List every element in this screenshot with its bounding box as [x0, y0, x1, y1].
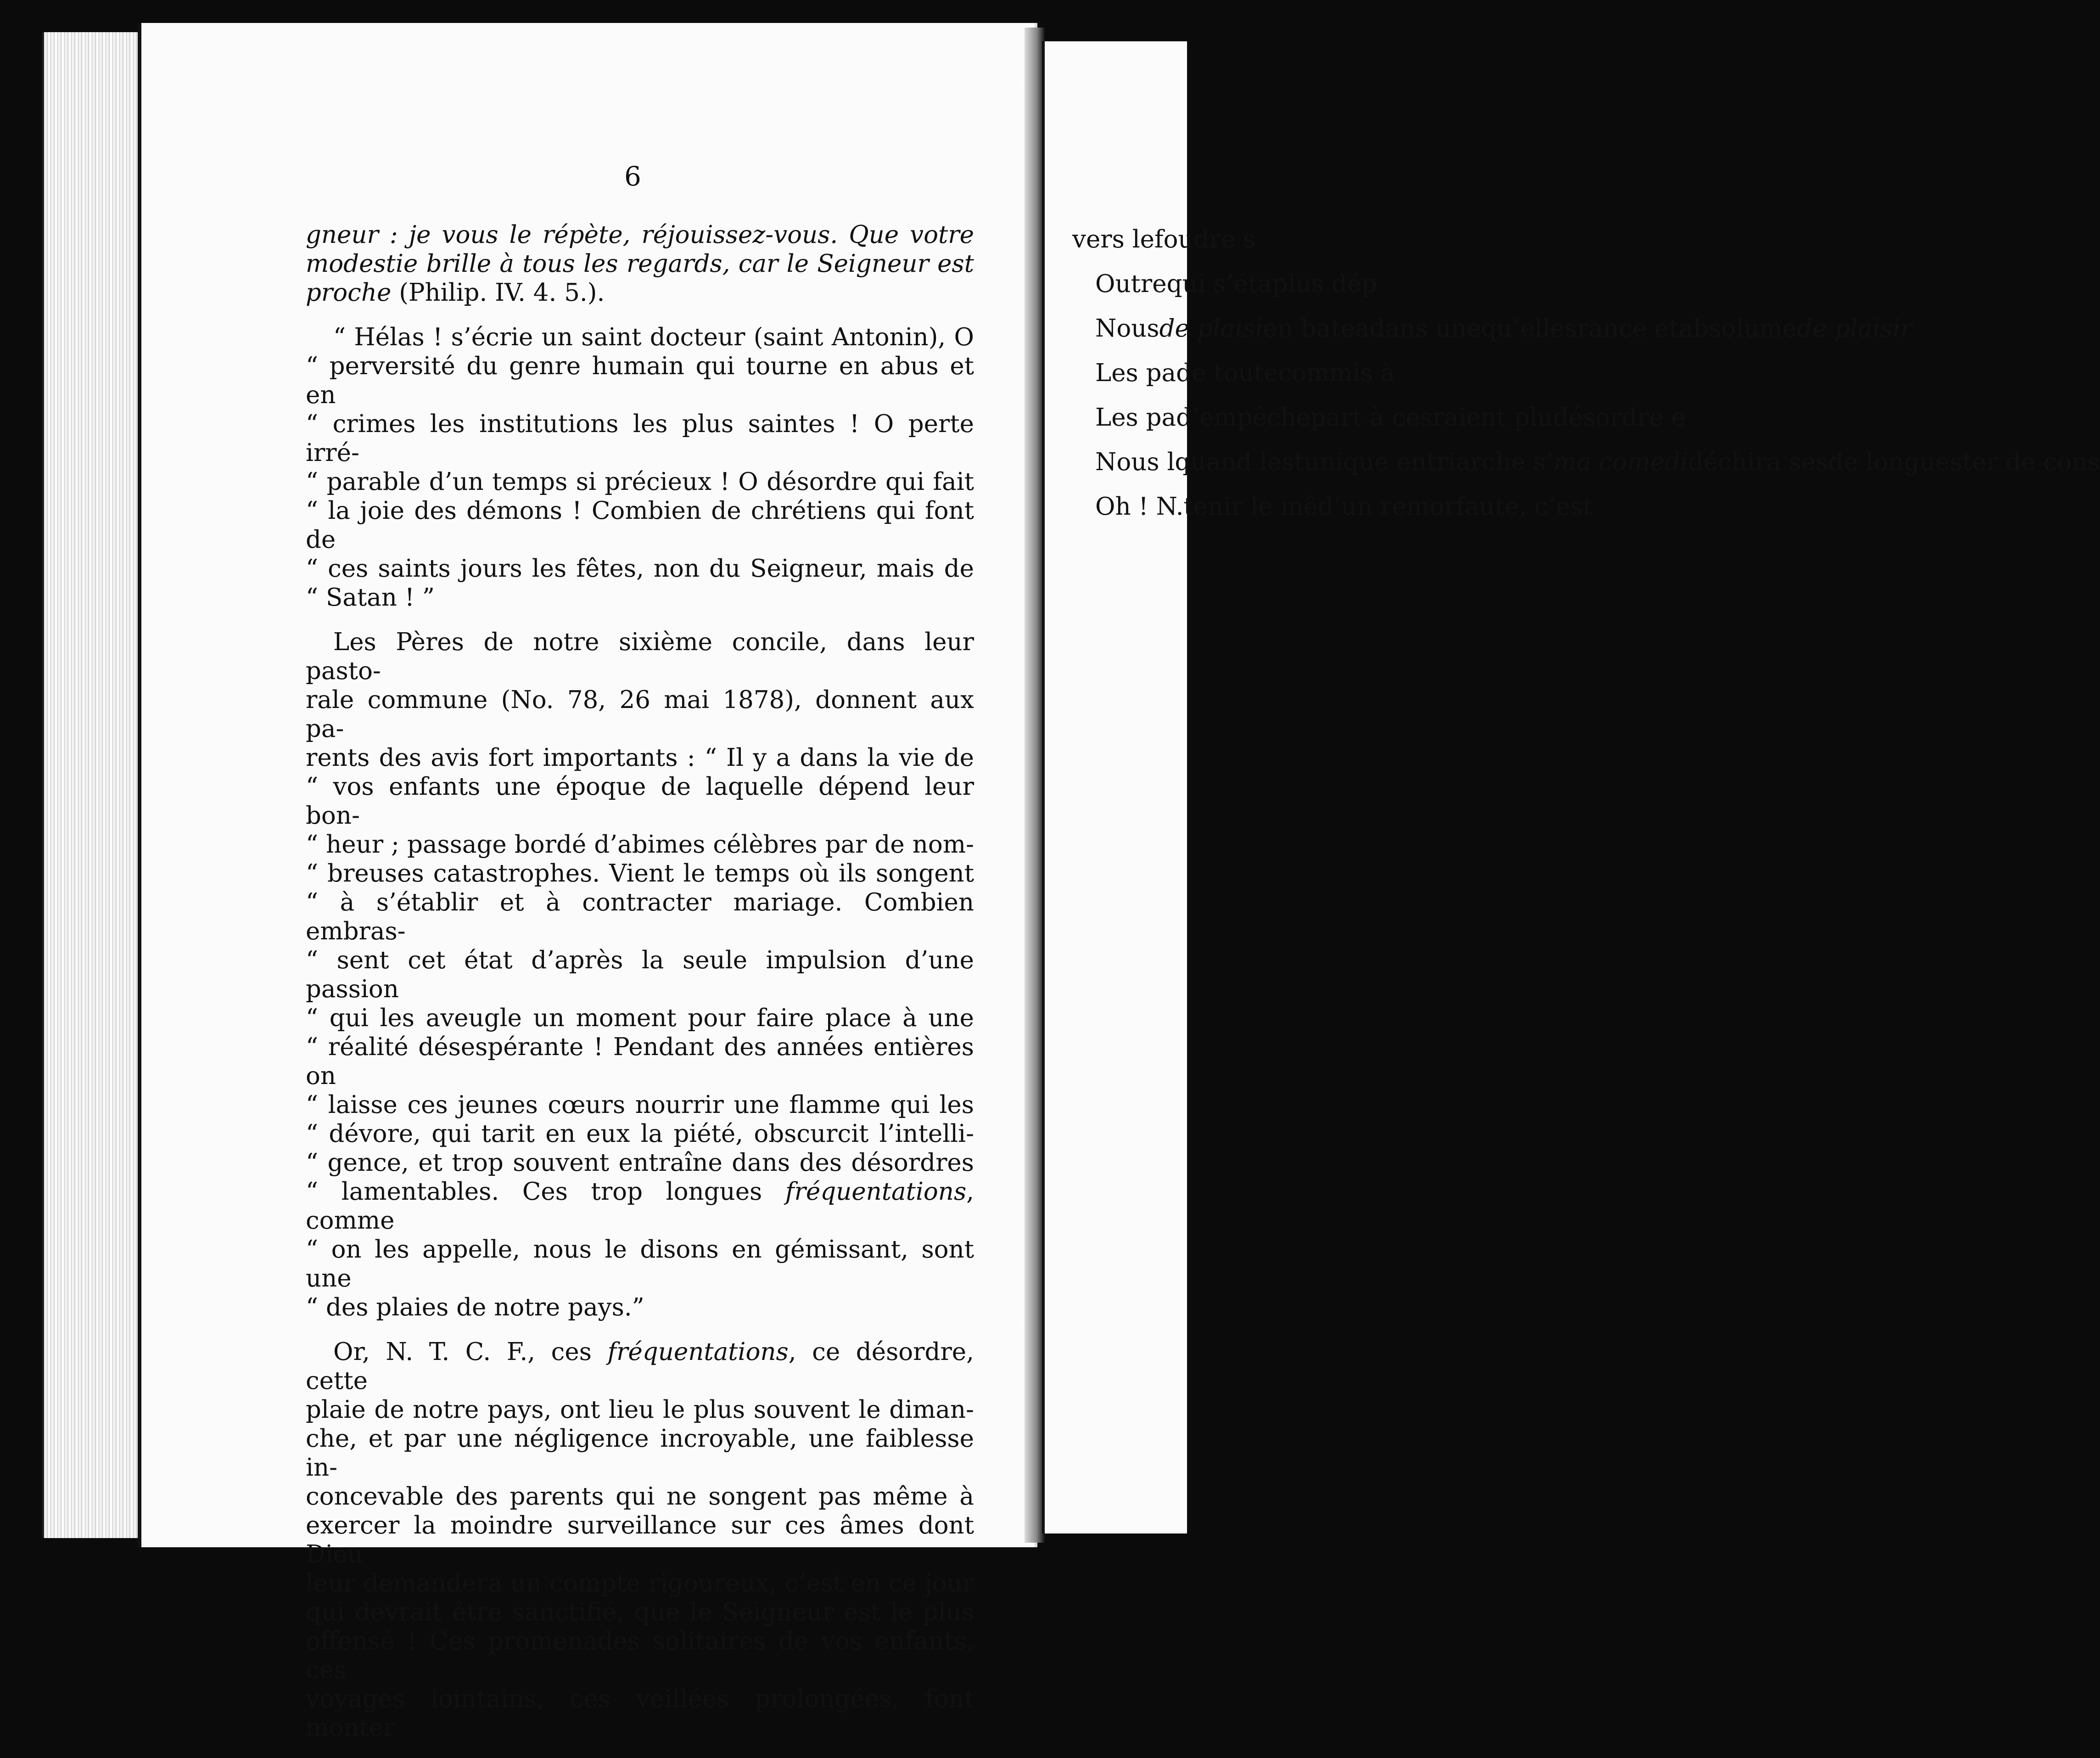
paragraph: [306, 220, 974, 307]
next-page: [1042, 41, 2100, 1533]
next-page-line: rance et: [1577, 315, 1679, 343]
paragraph: [306, 323, 974, 612]
text-line: rale commune (No. 78, 26 mai 1878), donnent aux pa-: [306, 686, 974, 743]
next-page-line: quand les: [1175, 448, 1294, 476]
next-page-paragraph: [1072, 403, 1686, 432]
next-page-line: absolume: [1679, 315, 1797, 343]
next-page-line: Oh ! N.: [1095, 493, 1184, 521]
text-line: “ breuses catastrophes. Vient le temps où ils songent: [306, 859, 974, 887]
next-page-line: Nous: [1095, 315, 1159, 343]
text-line: voyages lointains, ces veillées prolongées, font monter: [306, 1685, 974, 1742]
text-line: che, et par une négligence incroyable, une faiblesse in-: [306, 1425, 974, 1482]
next-page-line: de longues: [1828, 448, 1962, 476]
next-page-line: tunique en: [1294, 448, 1427, 476]
next-page-line: déchira ses: [1688, 448, 1828, 476]
text-line: “ gence, et trop souvent entraîne dans des désordres: [306, 1149, 974, 1177]
text-line: “ on les appelle, nous le disons en gémissant, sont une: [306, 1236, 974, 1292]
next-page-line: de toute: [1176, 359, 1278, 387]
text-line: “ des plaies de notre pays.”: [306, 1293, 644, 1321]
text-line: “ à s’établir et à contracter mariage. Combien embras-: [306, 888, 974, 945]
next-page-line: ma comedi: [1553, 448, 1688, 476]
text-line: “ dévore, qui tarit en eux la piété, obscurcit l’intelli-: [306, 1120, 974, 1148]
page-number: 6: [624, 161, 641, 192]
next-page-paragraph: [1072, 448, 2100, 477]
next-page-line: tenir le mê: [1183, 493, 1318, 521]
next-page-line: ter de cons: [1962, 448, 2100, 476]
text-line: “ lamentables. Ces trop longues fréquentations, comme: [306, 1178, 974, 1235]
next-page-line: d’empêche: [1176, 404, 1311, 432]
next-page-line: foudre s: [1154, 225, 1256, 253]
text-line: offensé ! Ces promenades solitaires de vos enfants, ces: [306, 1627, 974, 1684]
text-line: “ heur ; passage bordé d’abimes célèbres par de nom-: [306, 831, 974, 859]
text-line: plaie de notre pays, ont lieu le plus souvent le diman-: [306, 1396, 974, 1424]
next-page-line: faute, c’est: [1456, 493, 1593, 521]
text-line: proche (Philip. IV. 4. 5.).: [306, 279, 605, 307]
paragraph: [306, 628, 974, 1322]
text-line: leur demandera un compte rigoureux, c’est en ce jour: [306, 1569, 974, 1597]
next-page-line: en batea: [1263, 315, 1370, 343]
next-page-line: qu’elles: [1481, 315, 1577, 343]
next-page-line: Nous l: [1095, 448, 1175, 476]
text-line: gneur : je vous le répète, réjouissez-vous. Que votre: [306, 221, 974, 249]
text-line: rents des avis fort importants : “ Il y a dans la vie de: [306, 744, 974, 772]
text-line: Or, N. T. C. F., ces fréquentations, ce désordre, cette: [306, 1338, 974, 1395]
next-page-line: raient plu: [1432, 404, 1553, 432]
text-line: “ vos enfants une époque de laquelle dépend leur bon-: [306, 773, 974, 830]
text-line: “ Hélas ! s’écrie un saint docteur (saint Antonin), O: [333, 323, 974, 351]
next-page-line: part à ces: [1310, 404, 1433, 432]
text-line: “ parable d’un temps si précieux ! O désordre qui fait: [306, 468, 974, 496]
text-line: exercer la moindre surveillance sur ces âmes dont Dieu: [306, 1511, 974, 1568]
next-page-line: dans une: [1369, 315, 1481, 343]
next-page-line: d’un remor: [1318, 493, 1456, 521]
next-page-paragraph: [1072, 314, 1912, 343]
page-edges: [42, 32, 145, 1538]
next-page-line: plus dép: [1272, 270, 1378, 298]
next-page-line: commis à: [1278, 359, 1395, 387]
next-page-line: vers le: [1072, 225, 1155, 253]
text-line: “ crimes les institutions les plus saintes ! O perte irré-: [306, 410, 974, 467]
next-page-line: de plaisir: [1797, 315, 1912, 343]
next-page-text: [1072, 225, 2100, 537]
next-page-paragraph: [1072, 359, 1395, 388]
text-line: concevable des parents qui ne songent pas même à: [306, 1483, 974, 1511]
text-line: “ qui les aveugle un moment pour faire place à une: [306, 1004, 974, 1032]
paragraph: [306, 1337, 974, 1742]
next-page-line: Les pa: [1095, 404, 1176, 432]
text-line: “ réalité désespérante ! Pendant des années entières on: [306, 1033, 974, 1090]
text-line: “ sent cet état d’après la seule impulsion d’une passion: [306, 946, 974, 1003]
text-line: Les Pères de notre sixième concile, dans leur pasto-: [306, 628, 974, 685]
text-line: modestie brille à tous les regards, car le Seigneur est: [306, 250, 974, 278]
next-page-line: Outre: [1095, 270, 1167, 298]
text-line: qui devrait être sanctifié, que le Seigneur est le plus: [306, 1598, 974, 1626]
text-line: “ laisse ces jeunes cœurs nourrir une flamme qui les: [306, 1091, 974, 1119]
next-page-paragraph: [1072, 225, 1348, 254]
next-page-line: désordre e: [1553, 404, 1686, 432]
next-page-line: triarche s’: [1426, 448, 1554, 476]
text-line: “ la joie des démons ! Combien de chrétiens qui font de: [306, 497, 974, 554]
next-page-line: Les pa: [1095, 359, 1176, 387]
next-page-line: qui s’éta: [1166, 270, 1272, 298]
text-line: “ ces saints jours les fêtes, non du Seigneur, mais de: [306, 555, 974, 583]
next-page-line: de plaisi: [1159, 315, 1263, 343]
next-page-paragraph: [1072, 492, 1593, 521]
next-page-paragraph: [1072, 270, 1378, 298]
text-line: “ Satan ! ”: [306, 584, 435, 612]
text-line: “ perversité du genre humain qui tourne en abus et en: [306, 352, 974, 409]
page-body-text: [306, 220, 974, 1758]
